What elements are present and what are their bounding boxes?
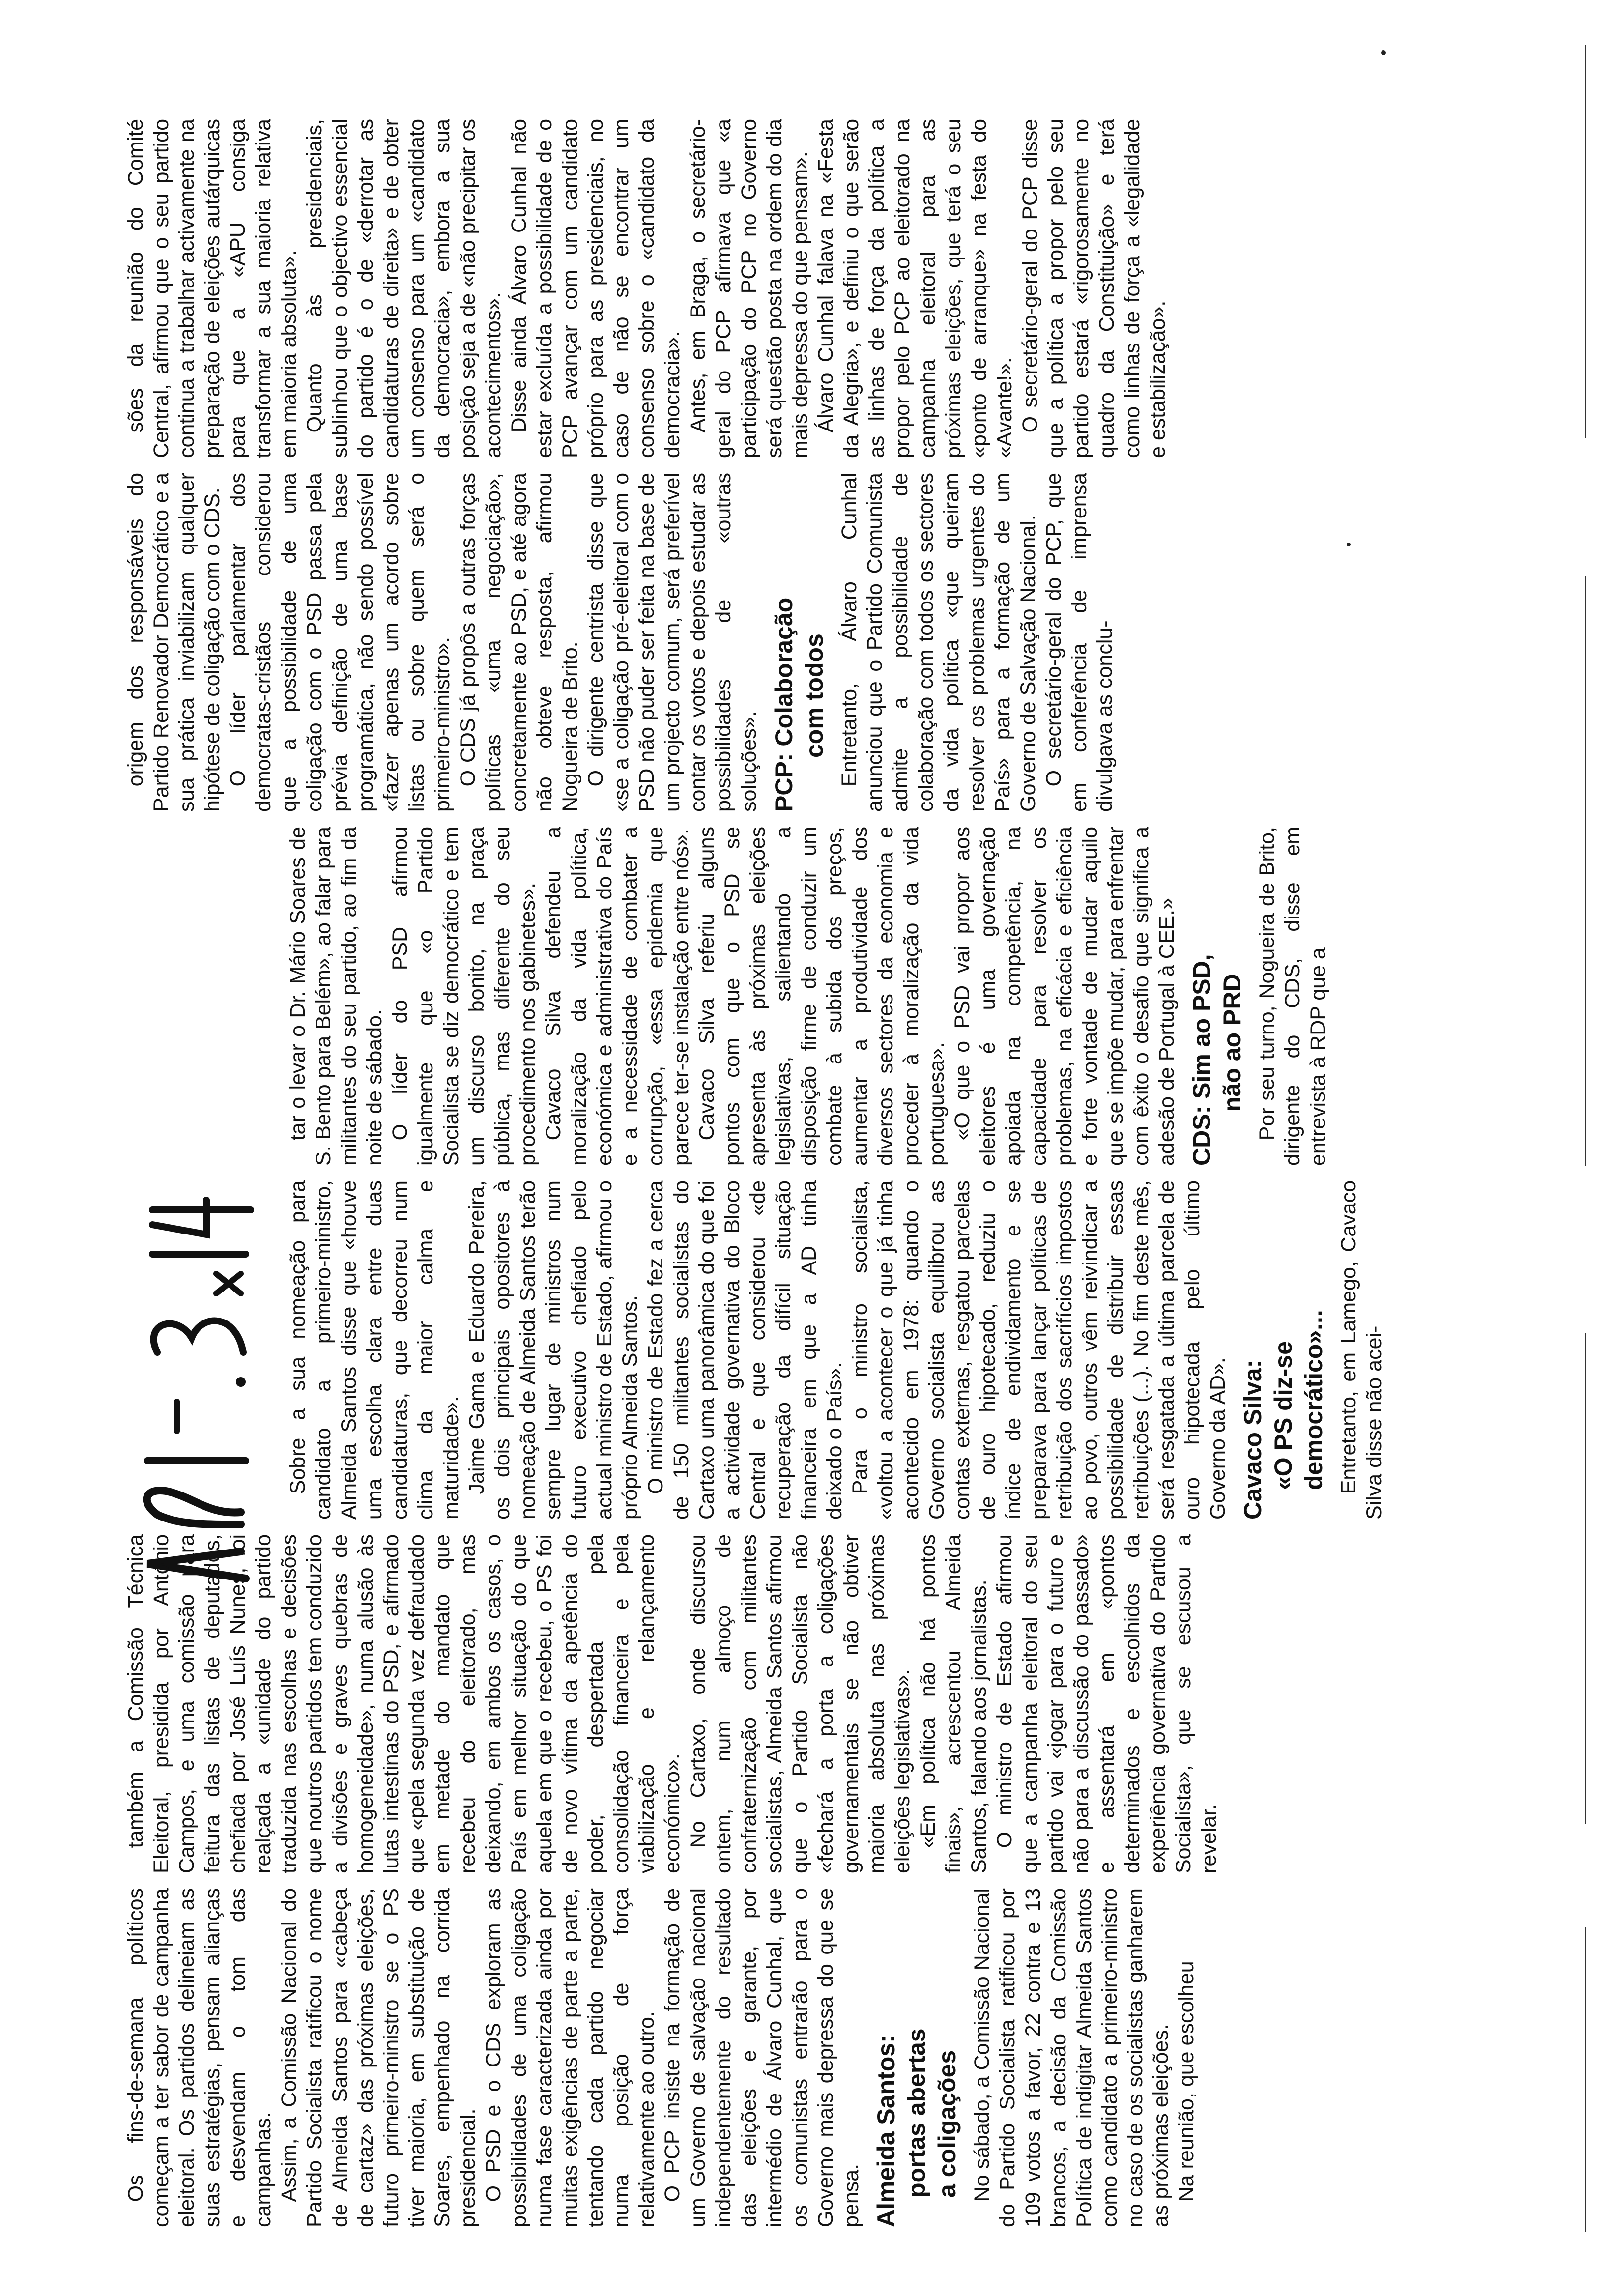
top-rule: [1585, 45, 1586, 438]
paragraph: sões da reunião do Comité Central, afirmou que o seu partido continua a trabalhar activamente na preparação de eleições autárquicas para que a «APU consiga transformar a sua maioria relativa em maioria absoluta».: [124, 119, 301, 458]
handwritten-annotation: [118, 1156, 280, 1598]
paragraph: O líder parlamentar dos democratas-cristãos considerou que a possibilidade de uma coligação com o PSD passa pela prévia definição de uma base programática, não sendo possível «fazer apenas um acordo sobre listas ou sobre quem será o primeiro-ministro».: [226, 473, 454, 812]
paragraph: Entretanto, Álvaro Cunhal anunciou que o Partido Comunista admite a possibilidade de colaboração com todos os sectores da vida política «que queiram resolver os problemas urgentes do País» para a formação de um Governo de Salvação Nacional.: [837, 473, 1040, 812]
paragraph: O dirigente centrista disse que «se a coligação pré-eleitoral com o PSD não puder ser feita na base de um projecto comum, será preferível contar os votos e depois estudar as possibilidades de «outras soluções».: [584, 473, 761, 812]
paragraph: O secretário-geral do PCP, que em conferência de imprensa divulgava as conclu-: [1042, 473, 1117, 812]
paragraph: O ministro de Estado fez a cerca de 150 militantes socialistas do Cartaxo uma panorâmica do que foi a actividade governativa do Bloco Central e que considerou «de recuperação da difícil situação financeira em que a AD tinha deixado o País».: [644, 1180, 846, 1520]
subheading: [1238, 1180, 1329, 1520]
subheading-line: PCP: Colaboração: [770, 597, 798, 812]
paragraph: Jaime Gama e Eduardo Pereira, os dois principais opositores à nomeação de Almeida Santos terão sempre lugar de ministros num futuro executivo chefiado pelo actual ministro de Estado, afirmou o próprio Almeida Santos.: [465, 1180, 642, 1520]
paragraph: Antes, em Braga, o secretário-geral do PCP afirmava que «a participação do PCP no Governo será questão posta na ordem do dia mais depressa do que pensam».: [686, 119, 812, 458]
paragraph: Álvaro Cunhal falava na «Festa da Alegria», e definiu o que serão as linhas de força da política a propor pelo PCP ao eleitorado na campanha eleitoral para as próximas eleições, que terá o seu «ponto de arranque» na festa do «Avante!».: [814, 119, 1016, 458]
subheading-line: com todos: [801, 633, 828, 758]
paragraph: O ministro de Estado afirmou que a campanha eleitoral do seu partido vai «jogar para o futuro e não para a discussão do passado» e assentará em «pontos determinados e escolhidos da experiência governativa do Partido Socialista», que se escusou a revelar.: [993, 1534, 1221, 1873]
subheading: [1186, 827, 1247, 1166]
subheading-line: não ao PRD: [1218, 974, 1246, 1112]
paragraph: «O que o PSD vai propor aos eleitores é uma governação apoiada na competência, na capacidade para resolver os problemas, na eficácia e eficiência e forte vontade de mudar aquilo que se impõe mudar, para enfrentar com êxito o desafio que significa a adesão de Portugal à CEE.»: [950, 827, 1179, 1166]
column-1: [123, 1888, 1578, 2227]
column-5: [123, 473, 1578, 812]
paragraph: Cavaco Silva defendeu a moralização da vida política, económica e administrativa do País e a necessidade de combater a corrupção, «essa epidemia que parece ter-se instalação entre nós».: [542, 827, 693, 1166]
paragraph: Assim, a Comissão Nacional do Partido Socialista ratificou o nome de Almeida Santos para «cabeça de cartaz» das próximas eleições, futuro primeiro-ministro se o PS tiver maioria, em substituição de Soares, empenhado na corrida presidencial.: [277, 1888, 480, 2227]
top-rule: [1585, 1333, 1586, 1824]
paragraph: O CDS já propôs a outras forças políticas «uma negociação», concretamente ao PSD, e até agora não obteve resposta, afirmou Nogueira de Brito.: [456, 473, 582, 812]
subheading: [871, 1888, 962, 2227]
paragraph: Para o ministro socialista, «voltou a acontecer o que já tinha acontecido em 1978: quando o Governo socialista equilibrou as contas externas, resgatou parcelas de ouro hipotecado, reduziu o índice de endividamento e se preparava para lançar políticas de retribuição dos sacrifícios impostos ao povo, outros vêm reivindicar a possibilidade de distribuir essas retribuições (...). No fim deste mês, será resgatada a última parcela de ouro hipotecada pelo último Governo da AD».: [848, 1180, 1230, 1520]
paragraph: tar o levar o Dr. Mário Soares de S. Bento para Belém», ao falar para militantes do seu partido, ao fim da noite de sábado.: [286, 827, 386, 1166]
paragraph: No sábado, a Comissão Nacional do Partido Socialista ratificou por 109 votos a favor, 22 contra e 13 brancos, a decisão da Comissão Política de indigitar Almeida Santos como candidato a primeiro-ministro no caso de os socialistas ganharem as próximas eleições.: [970, 1888, 1173, 2227]
print-speck: [1381, 50, 1386, 55]
paragraph: Por seu turno, Nogueira de Brito, dirigente do CDS, disse em entrevista à RDP que a: [1255, 827, 1330, 1166]
top-rule: [1585, 1927, 1586, 2232]
top-rule: [1585, 576, 1586, 1166]
subheading: [769, 473, 830, 812]
paragraph: O PCP insiste na formação de um Governo de salvação nacional independentemente do resultado das eleições e garante, por intermédio de Álvaro Cunhal, que os comunistas entrarão para o Governo mais depressa do que se pensa.: [661, 1888, 863, 2227]
paragraph: Na reunião, que escolheu: [1175, 1961, 1198, 2202]
paragraph: Quanto às presidenciais, sublinhou que o objectivo essencial do partido é o de «derrotar as candidaturas de direita» e de obter um consenso para um «candidato da democracia», embora a sua posição seja a de «não precipitar os acontecimentos».: [303, 119, 505, 458]
subheading-line: CDS: Sim ao PSD,: [1188, 954, 1215, 1166]
column-4: [285, 827, 1578, 1166]
subheading-line: democrático»...: [1300, 1310, 1327, 1490]
paragraph: «Em política não há pontos finais», acrescentou Almeida Santos, falando aos jornalistas.: [916, 1534, 991, 1873]
column-2: [123, 1534, 1578, 1873]
paragraph: Os fins-de-semana políticos começam a ter sabor de campanha eleitoral. Os partidos delineiam as suas estratégias, pensam alianças e desvendam o tom das campanhas.: [124, 1888, 275, 2227]
paragraph: origem dos responsáveis do Partido Renovador Democrático e a sua prática inviabilizam qualquer hipótese de coligação com o CDS.: [124, 473, 224, 812]
column-3: [285, 1180, 1578, 1520]
paragraph: também a Comissão Técnica Eleitoral, presidida por António Campos, e uma comissão para feitura das listas de deputados, chefiada por José Luís Nunes, foi realçada a «unidade do partido traduzida nas escolhas e decisões que noutros partidos tem conduzido a divisões e graves quebras de homogeneidade», numa alusão às lutas intestinas do PSD, e afirmado que «pela segunda vez defraudado em metade do mandato que recebeu do eleitorado, mas deixando, em ambos os casos, o País em melhor situação do que aquela em que o recebeu, o PS foi de novo vítima da apetência do poder, despertada pela consolidação financeira e pela viabilização e relançamento económico».: [124, 1534, 684, 1873]
subheading-line: a coligações: [933, 2050, 961, 2198]
paragraph: O líder do PSD afirmou igualmente que «o Partido Socialista se diz democrático e tem um discurso bonito, na praça pública, mas diferente do seu procedimento nos gabinetes».: [388, 827, 540, 1166]
subheading-line: Cavaco Silva:: [1239, 1359, 1267, 1520]
paragraph: O secretário-geral do PCP disse que a política a propor pelo seu partido estará «rigorosamente no quadro da Constituição» e terá como linhas de força a «legalidade e estabilização».: [1018, 119, 1170, 458]
paragraph: Cavaco Silva referiu alguns pontos com que o PSD se apresenta às próximas eleições legislativas, salientando a disposição firme de conduzir um combate à subida dos preços, aumentar a produtividade dos diversos sectores da economia e proceder à moralização da vida portuguesa».: [695, 827, 949, 1166]
column-6: [123, 119, 1578, 458]
paragraph: Disse ainda Álvaro Cunhal não estar excluída a possibilidade de o PCP avançar com um candidato próprio para as presidenciais, no caso de não se encontrar um consenso sobre o «candidato da democracia».: [507, 119, 684, 458]
paragraph: O PSD e o CDS exploram as possibilidades de uma coligação numa fase caracterizada ainda por muitas exigências de parte a parte, tentando cada partido negociar numa posição de força relativamente ao outro.: [482, 1888, 659, 2227]
subheading-line: «O PS diz-se: [1269, 1341, 1297, 1490]
paragraph: Entretanto, em Lamego, Cavaco Silva disse não acei-: [1337, 1180, 1386, 1520]
paragraph: Sobre a sua nomeação para candidato a primeiro-ministro, Almeida Santos disse que «houve uma escolha clara entre duas candidaturas, que decorreu num clima da maior calma e maturidade».: [286, 1180, 463, 1520]
subheading-line: portas abertas: [903, 2028, 930, 2198]
print-speck: [1347, 543, 1351, 546]
subheading-line: Almeida Santos:: [872, 2035, 900, 2227]
paragraph: No Cartaxo, onde discursou ontem, num almoço de confraternização com militantes socialistas, Almeida Santos afirmou que o Partido Socialista não «fechará a porta a coligações governamentais se não obtiver maioria absoluta nas próximas eleições legislativas».: [686, 1534, 914, 1873]
